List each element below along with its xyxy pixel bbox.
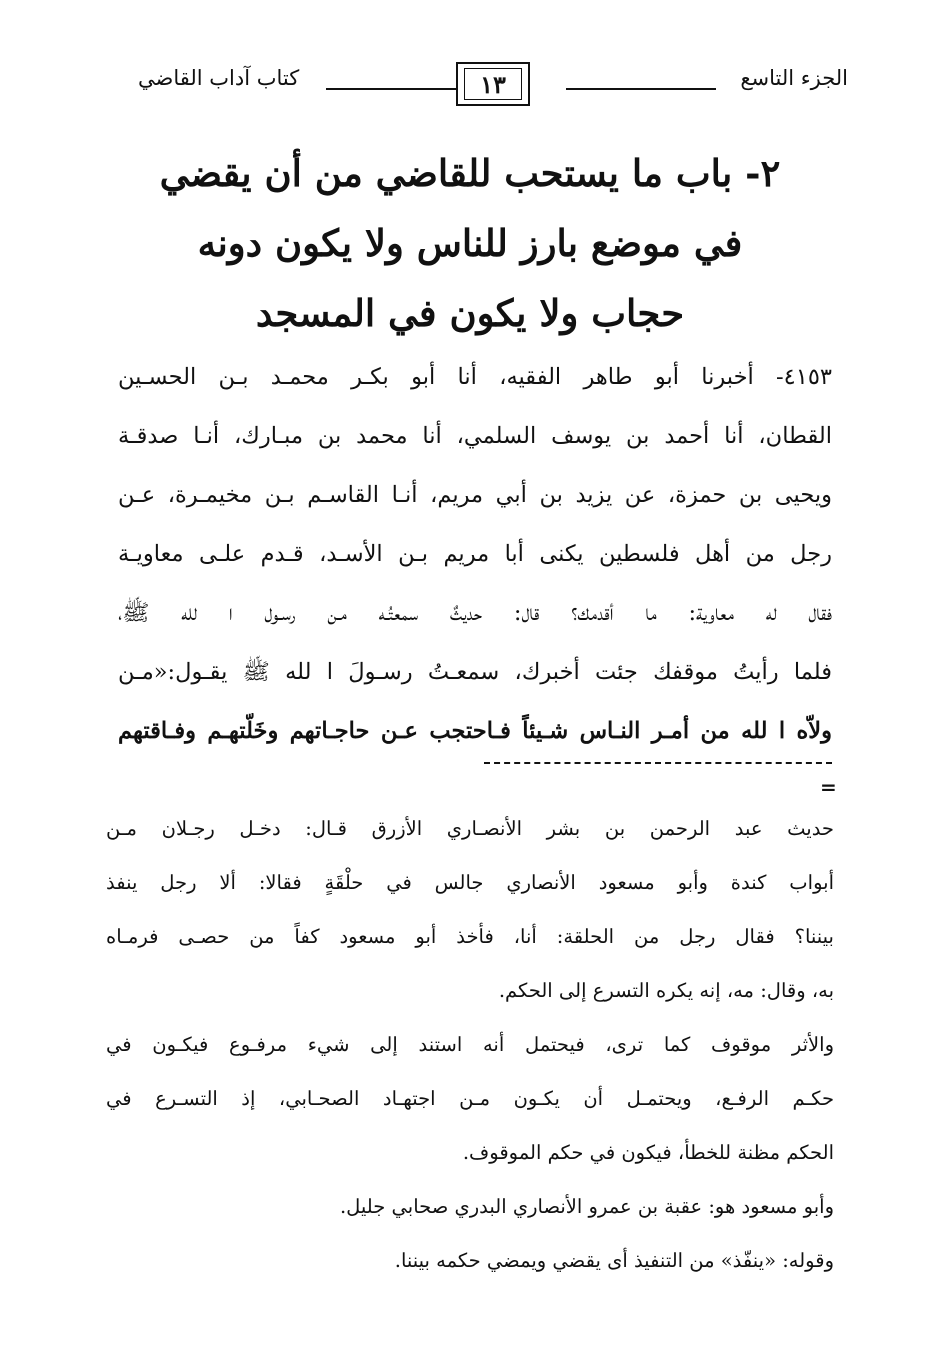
footnote-line: والأثر موقوف كما ترى، فيحتمل أنه استند إلى شيء مرفـوع فيكـون في	[106, 1033, 834, 1056]
footnote-line: وقوله: «ينفّذ» من التنفيذ أى يقضي ويمضي حكمه بيننا.	[394, 1249, 834, 1272]
chapter-heading-line: ٢- باب ما يستحب للقاضي من أن يقضي	[159, 151, 781, 195]
body-line: ٤١٥٣- أخبرنا أبو طاهر الفقيه، أنا أبو بكـر محمـد بـن الحسـين	[118, 364, 832, 390]
footnote-line: وأبو مسعود هو: عقبة بن عمرو الأنصاري البدري صحابي جليل.	[339, 1195, 834, 1218]
body-line-bold: ولاّه ا لله من أمـر النـاس شـيئاً فـاحتجب عـن حاجـاتهم وخَلّتهـم وفـاقتهم	[118, 718, 832, 744]
body-line: ويحيى بن حمزة، عن يزيد بن أبي مريم، أنـا القاسـم بـن مخيمـرة، عـن	[118, 482, 832, 508]
chapter-heading-line: حجاب ولا يكون في المسجد	[255, 291, 685, 335]
hadith-text	[118, 348, 832, 761]
page-number: ١٣	[456, 62, 530, 106]
footnote-continuation-mark: =	[820, 775, 837, 799]
book-title: كتاب آداب القاضي	[138, 66, 300, 90]
running-header	[138, 58, 848, 110]
body-line: القطان، أنا أحمد بن يوسف السلمي، أنا محمد بن مبـارك، أنـا صدقـة	[118, 423, 832, 449]
footnote-line: به، وقال: مه، إنه يكره التسرع إلى الحكم.	[498, 979, 834, 1002]
footnote-line: أبواب كندة وأبو مسعود الأنصاري جالس في حلْقَةٍ فقالا: ألا رجل ينفذ	[106, 871, 834, 894]
header-rule	[566, 88, 716, 90]
body-line: فلما رأيتُ موقفك جئت أخبرك، سمعـتُ رسـولَ ا لله ﷺ يقـول:«مـن	[118, 659, 832, 685]
body-line: فقال له معاوية: ما أقدمك؟ قال: حديثٌ سمعتُـه مـن رسـول ا لله ﷺ،	[118, 600, 832, 626]
chapter-heading	[150, 138, 790, 348]
footnote-line: الحكم مظنة للخطأ، فيكون في حكم الموقوف.	[462, 1141, 834, 1164]
footnote-line: حديث عبد الرحمن بن بشر الأنصـاري الأزرق قـال: دخـل رجـلان مـن	[106, 817, 834, 840]
footnote	[106, 802, 834, 1288]
volume-label: الجزء التاسع	[740, 66, 848, 90]
header-rule	[326, 88, 458, 90]
footnote-separator	[484, 762, 832, 764]
footnote-line: حكـم الرفـع، ويحتمـل أن يكـون مـن اجتهـاد الصحـابي، إذ التسـرع في	[106, 1087, 834, 1110]
body-line: رجل من أهل فلسطين يكنى أبا مريم بـن الأسـد، قـدم علـى معاويـة	[118, 541, 832, 567]
chapter-heading-line: في موضع بارز للناس ولا يكون دونه	[197, 221, 743, 265]
footnote-line: بيننا؟ فقال رجل من الحلقة: أنا، فأخذ أبو مسعود كفاً من حصـى فرمـاه	[106, 925, 834, 948]
